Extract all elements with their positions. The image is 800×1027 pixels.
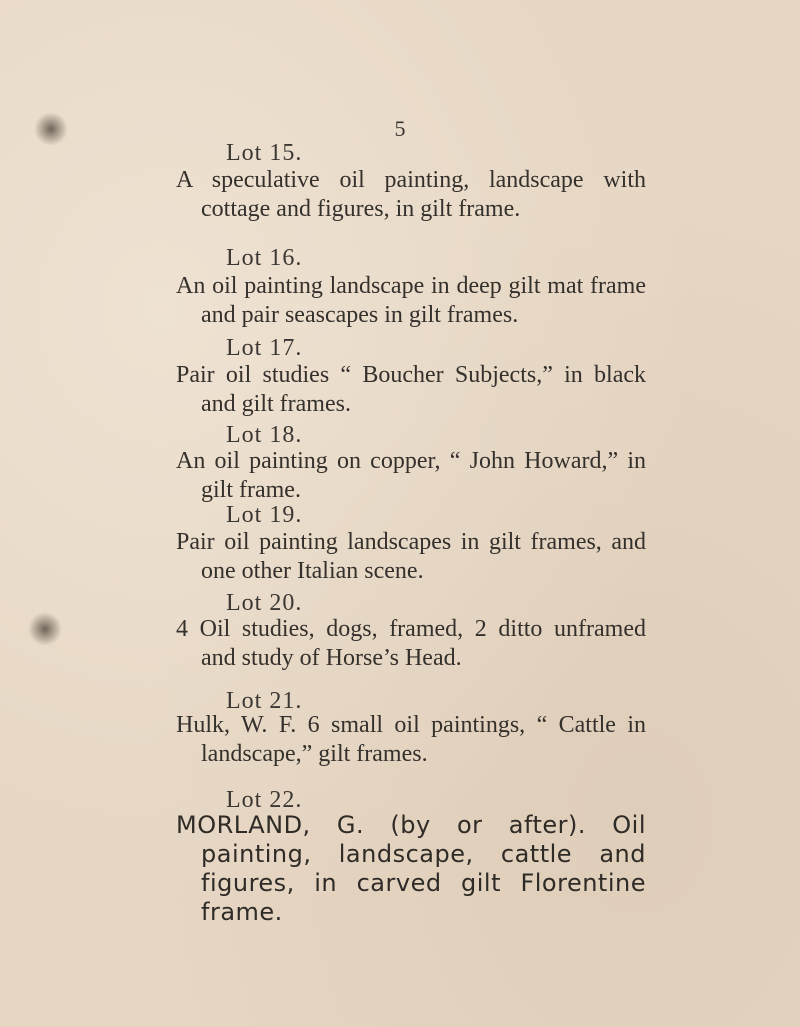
lot-description	[176, 615, 646, 673]
lot-description-text: MORLAND, G. (by or after). Oil painting, landscape, cattle and figures, in carved gilt Florentine frame.	[176, 811, 646, 926]
lot-description	[176, 811, 646, 927]
lot-description-text: 4 Oil studies, dogs, framed, 2 ditto unframed and study of Horse’s Head.	[176, 616, 646, 671]
lot-title: Lot 20.	[226, 590, 303, 616]
lot-title: Lot 15.	[226, 140, 303, 166]
lot-description	[176, 528, 646, 586]
lot-title: Lot 22.	[226, 787, 303, 813]
lot-description	[176, 361, 646, 419]
lot-title: Lot 17.	[226, 335, 303, 361]
lot-title: Lot 21.	[226, 688, 303, 714]
lot-description-text: Pair oil studies “ Boucher Subjects,” in black and gilt frames.	[176, 362, 646, 417]
lot-title: Lot 18.	[226, 422, 303, 448]
page-stain-left-middle	[28, 612, 62, 646]
lot-title: Lot 16.	[226, 245, 303, 271]
lot-description	[176, 272, 646, 330]
lot-description-text: A speculative oil painting, landscape with cottage and figures, in gilt frame.	[176, 167, 646, 222]
lot-title: Lot 19.	[226, 502, 303, 528]
page-number: 5	[394, 116, 406, 141]
lot-description	[176, 166, 646, 224]
lot-description-text: An oil painting on copper, “ John Howard,” in gilt frame.	[176, 448, 646, 503]
lot-description-text: Hulk, W. F. 6 small oil paintings, “ Cattle in landscape,” gilt frames.	[176, 712, 646, 767]
lot-description-text: Pair oil painting landscapes in gilt frames, and one other Italian scene.	[176, 529, 646, 584]
lot-description-text: An oil painting landscape in deep gilt mat frame and pair seascapes in gilt frames.	[176, 273, 646, 328]
lot-description	[176, 711, 646, 769]
lot-description	[176, 447, 646, 505]
